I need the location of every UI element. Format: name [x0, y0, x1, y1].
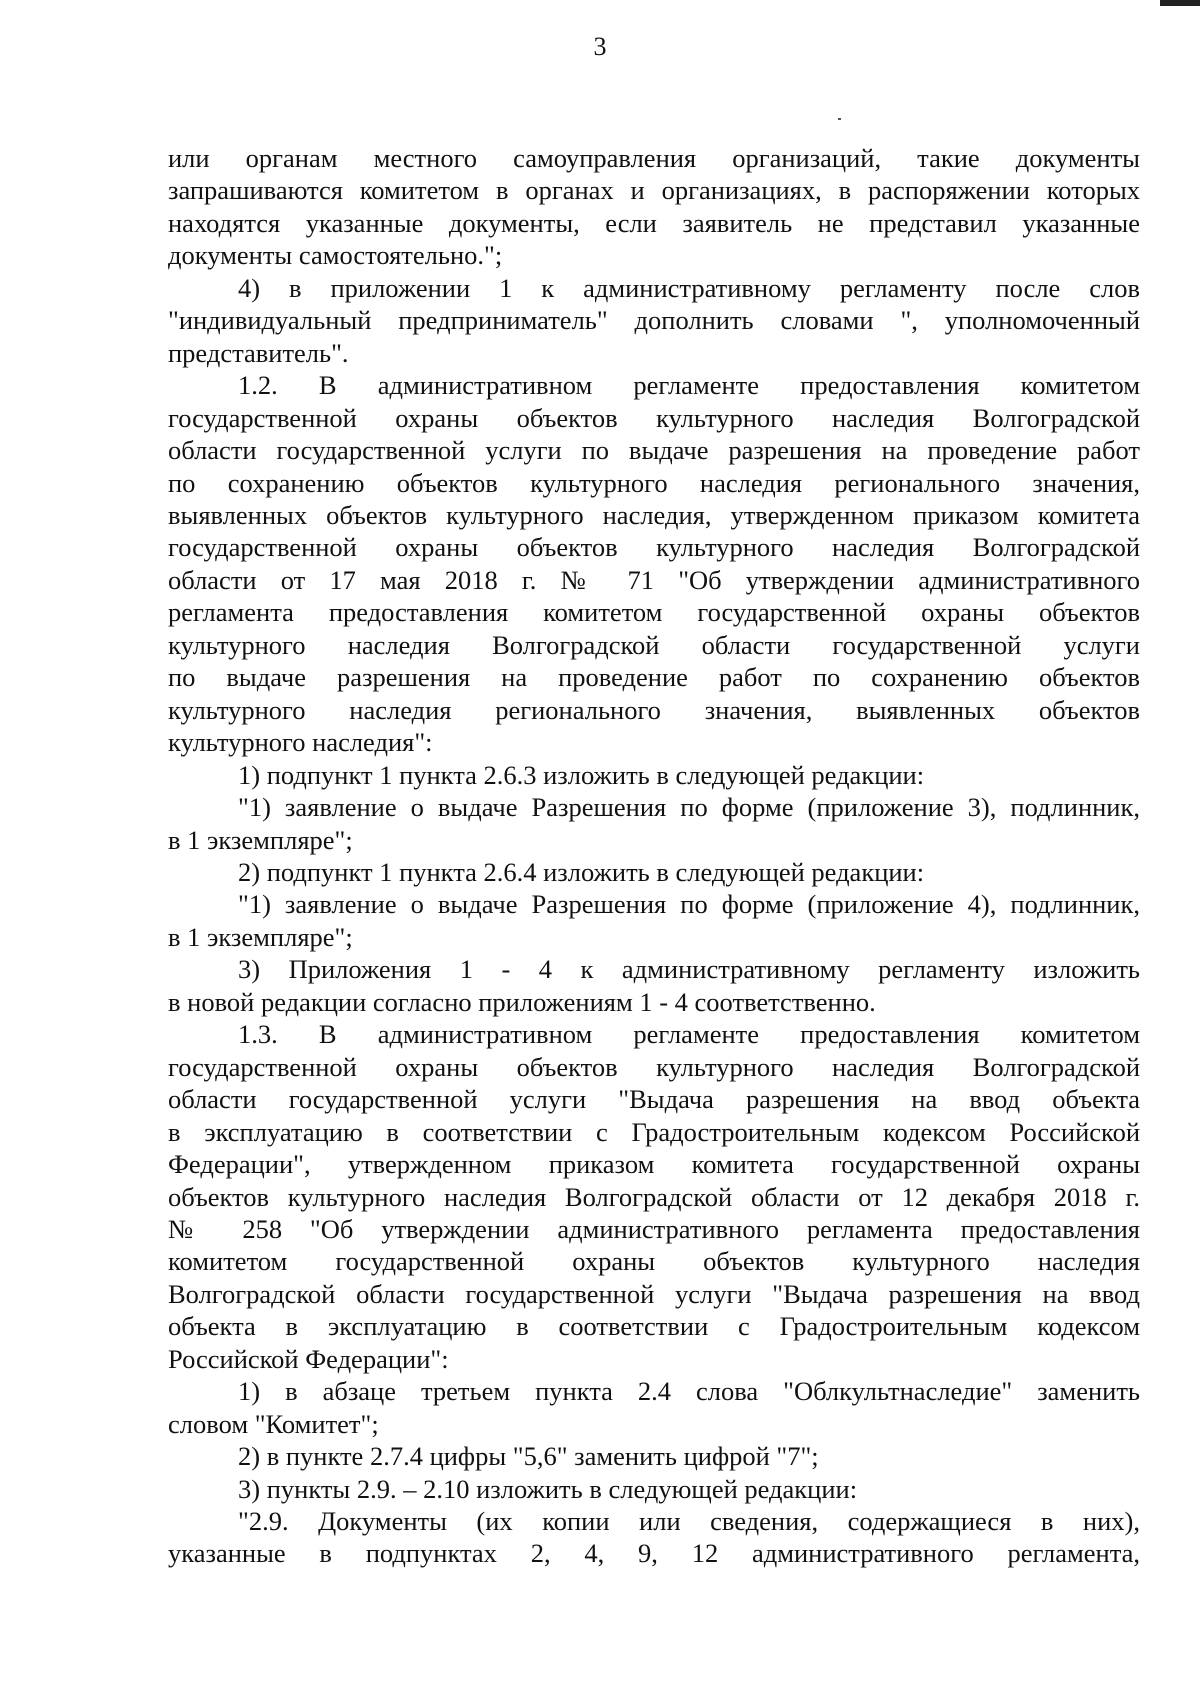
text-line: 2) подпункт 1 пункта 2.6.4 изложить в следующей редакции: [238, 856, 925, 887]
text-line: Федерации", утвержденном приказом комитета государственной охраны [168, 1149, 1140, 1180]
scan-speck [838, 118, 841, 120]
text-line: культурного наследия": [168, 727, 433, 758]
text-line: культурного наследия регионального значения, выявленных объектов [168, 694, 1140, 725]
text-line: № 258 "Об утверждении административного регламента предоставления [168, 1213, 1140, 1244]
text-line: 3) пункты 2.9. – 2.10 изложить в следующей редакции: [238, 1473, 858, 1504]
document-body [168, 142, 1140, 1570]
text-line: государственной охраны объектов культурного наследия Волгоградской [168, 532, 1140, 563]
text-line: культурного наследия Волгоградской области государственной услуги [168, 629, 1140, 660]
text-line: регламента предоставления комитетом государственной охраны объектов [168, 597, 1140, 628]
text-line: по выдаче разрешения на проведение работ по сохранению объектов [168, 662, 1140, 693]
text-line: области государственной услуги "Выдача разрешения на ввод объекта [168, 1084, 1140, 1115]
text-line: объектов культурного наследия Волгоградской области от 12 декабря 2018 г. [168, 1181, 1140, 1212]
text-line: "индивидуальный предприниматель" дополнить словами ", уполномоченный [168, 305, 1140, 336]
text-line: документы самостоятельно."; [168, 240, 503, 271]
text-line: 1.2. В административном регламенте предоставления комитетом [238, 370, 1140, 401]
text-line: в эксплуатацию в соответствии с Градостроительным кодексом Российской [168, 1116, 1140, 1147]
text-line: "2.9. Документы (их копии или сведения, содержащиеся в них), [238, 1506, 1140, 1537]
text-line: словом "Комитет"; [168, 1408, 379, 1439]
text-line: 2) в пункте 2.7.4 цифры "5,6" заменить цифрой "7"; [238, 1441, 819, 1472]
text-line: в 1 экземпляре"; [168, 824, 353, 855]
text-line: Волгоградской области государственной услуги "Выдача разрешения на ввод [168, 1278, 1140, 1309]
text-line: 3) Приложения 1 - 4 к административному регламенту изложить [238, 954, 1140, 985]
text-line: 1) в абзаце третьем пункта 2.4 слова "Облкультнаследие" заменить [238, 1376, 1140, 1407]
text-line: 1.3. В административном регламенте предоставления комитетом [238, 1019, 1140, 1050]
text-line: "1) заявление о выдаче Разрешения по форме (приложение 4), подлинник, [238, 889, 1140, 920]
text-line: 1) подпункт 1 пункта 2.6.3 изложить в следующей редакции: [238, 759, 925, 790]
text-line: комитетом государственной охраны объектов культурного наследия [168, 1246, 1140, 1277]
text-line: представитель". [168, 337, 349, 368]
page-number: 3 [593, 32, 607, 61]
text-line: области государственной услуги по выдаче разрешения на проведение работ [168, 435, 1140, 466]
text-line: выявленных объектов культурного наследия, утвержденном приказом комитета [168, 499, 1140, 530]
text-line: 4) в приложении 1 к административному регламенту после слов [238, 272, 1140, 303]
text-line: по сохранению объектов культурного наследия регионального значения, [168, 467, 1140, 498]
text-line: Российской Федерации": [168, 1343, 449, 1374]
text-line: указанные в подпунктах 2, 4, 9, 12 административного регламента, [168, 1538, 1140, 1569]
text-line: объекта в эксплуатацию в соответствии с Градостроительным кодексом [168, 1311, 1140, 1342]
text-line: государственной охраны объектов культурного наследия Волгоградской [168, 402, 1140, 433]
scan-edge-mark [1160, 0, 1200, 6]
text-line: "1) заявление о выдаче Разрешения по форме (приложение 3), подлинник, [238, 792, 1140, 823]
text-line: находятся указанные документы, если заявитель не представил указанные [168, 207, 1140, 238]
text-line: области от 17 мая 2018 г. № 71 "Об утверждении административного [168, 564, 1140, 595]
text-line: или органам местного самоуправления организаций, такие документы [168, 143, 1140, 173]
text-line: государственной охраны объектов культурного наследия Волгоградской [168, 1051, 1140, 1082]
text-line: в 1 экземпляре"; [168, 921, 353, 952]
text-line: в новой редакции согласно приложениям 1 - 4 соответственно. [168, 986, 876, 1017]
text-line: запрашиваются комитетом в органах и организациях, в распоряжении которых [168, 175, 1140, 206]
